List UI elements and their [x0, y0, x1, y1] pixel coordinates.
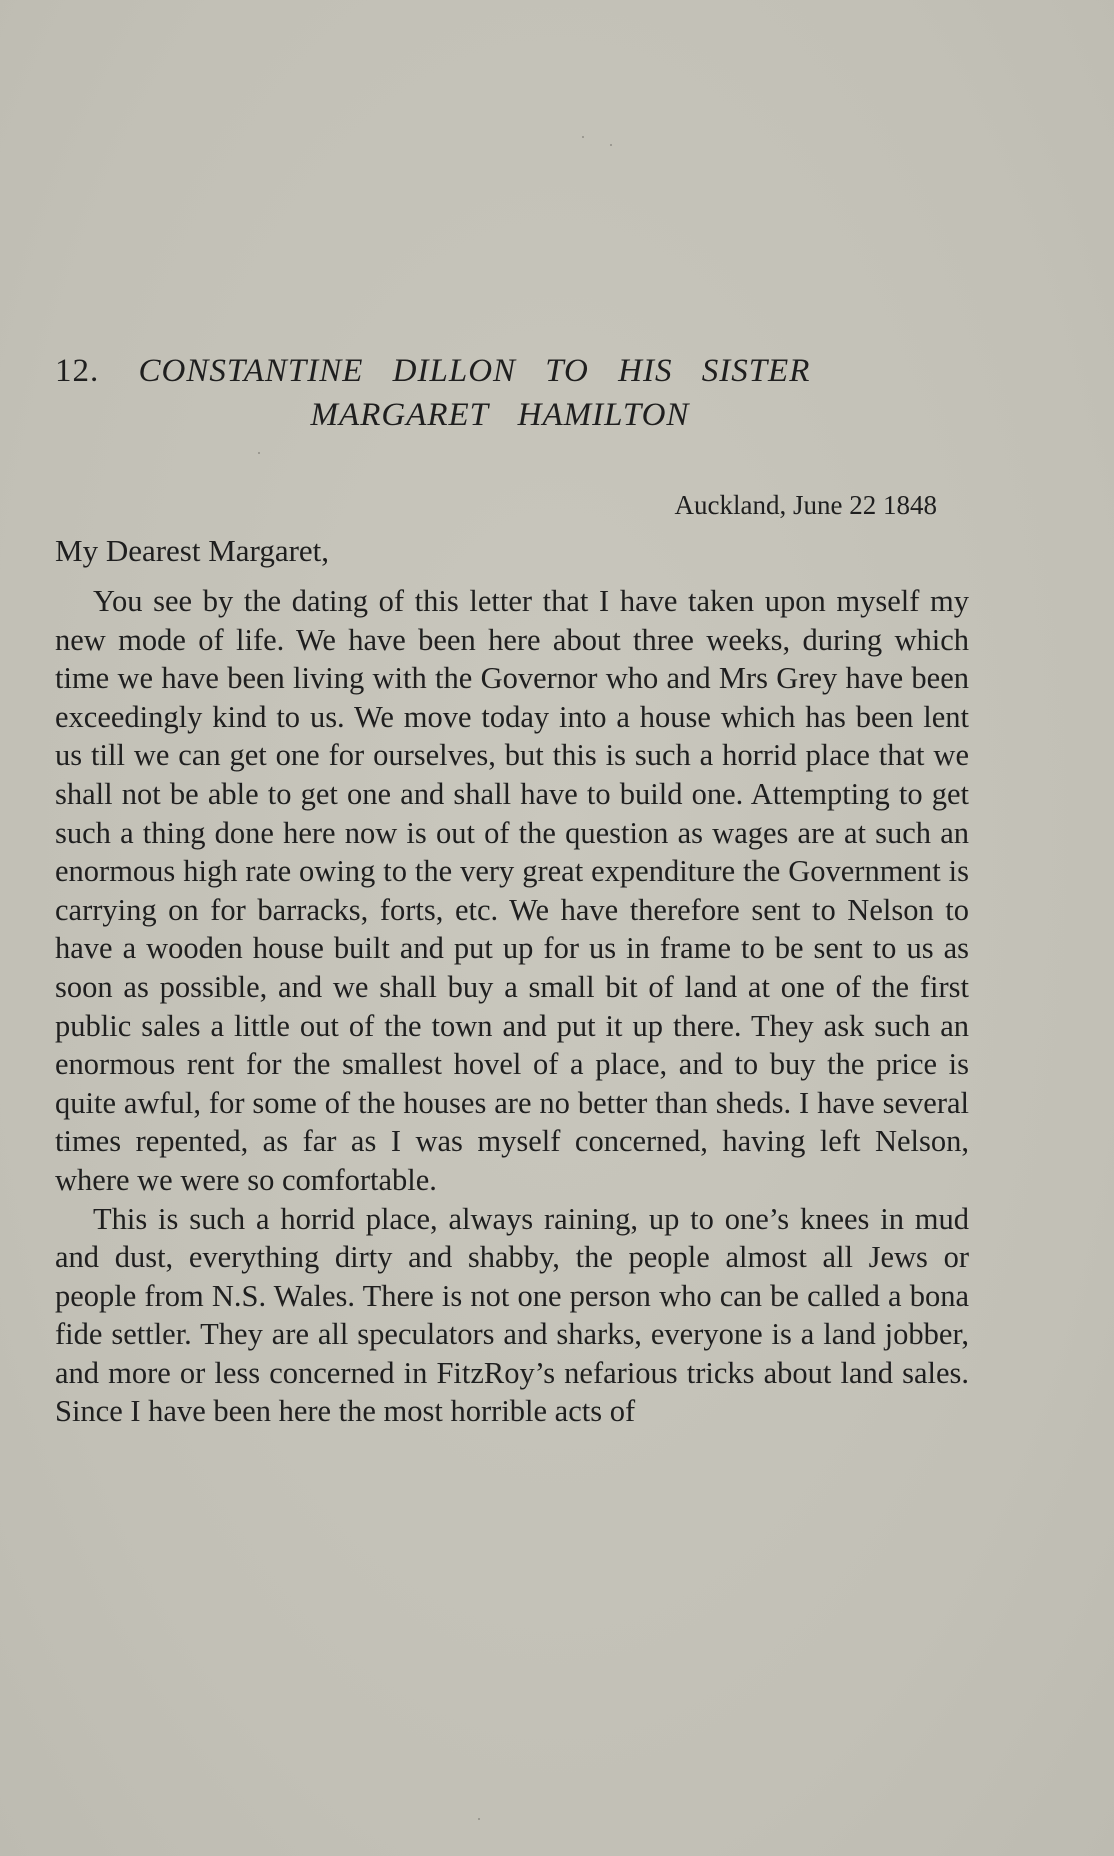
letter-dateline: Auckland, June 22 1848 [674, 490, 937, 520]
paper-speck [478, 1818, 480, 1820]
heading-title-line-2: MARGARET HAMILTON [310, 397, 690, 433]
paper-speck [582, 136, 584, 138]
paragraph: You see by the dating of this letter that I have taken upon myself my new mode of life. We have been here about three weeks, during which time we have been living with the Governor who and Mrs Grey have been exceedingly kind to us. We move today into a house which has been lent us till we can get one for ourselves, but this is such a horrid place that we shall not be able to get one and shall have to build one. Attempting to get such a thing done here now is out of the question as wages are at such an enormous high rate owing to the very great expenditure the Government is carrying on for barracks, forts, etc. We have therefore sent to Nelson to have a wooden house built and put up for us in frame to be sent to us as soon as possible, and we shall buy a small bit of land at one of the first public sales a little out of the town and put it up there. They ask such an enormous rent for the smallest hovel of a place, and to buy the price is quite awful, for some of the houses are no better than sheds. I have several times repented, as far as I was myself concerned, having left Nelson, where we were so comfortable. [55, 584, 969, 1197]
letter-heading [55, 350, 945, 436]
paper-speck [610, 144, 612, 146]
letter-body [55, 582, 969, 1431]
letter-salutation: My Dearest Margaret, [55, 533, 330, 568]
paper-speck [258, 452, 260, 454]
paragraph: This is such a horrid place, always raining, up to one’s knees in mud and dust, everything dirty and shabby, the people almost all Jews or people from N.S. Wales. There is not one person who can be called a bona fide settler. They are all speculators and sharks, everyone is a land jobber, and more or less concerned in FitzRoy’s nefarious tricks about land sales. Since I have been here the most horrible acts of [55, 1201, 969, 1429]
heading-line-1 [55, 350, 945, 392]
heading-title-line-1: CONSTANTINE DILLON TO HIS SISTER [138, 353, 811, 389]
letter-number: 12. [55, 353, 100, 389]
